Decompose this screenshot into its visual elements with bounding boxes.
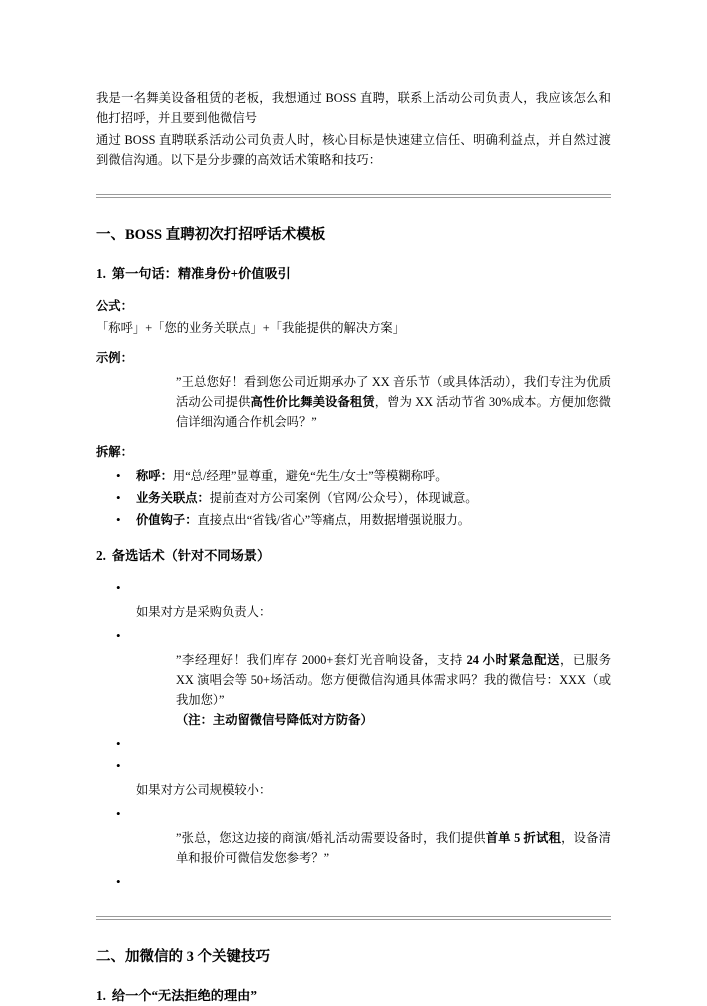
list-item-empty [96,756,611,776]
scenario-1-quote-text: ”李经理好！我们库存 2000+套灯光音响设备，支持 24 小时紧急配送，已服务 XX 演唱会等 50+场活动。您方便微信沟通具体需求吗？我的微信号：XXX（或我加您）” [176,653,611,707]
section-1-sub-1-number: 1. [96,266,106,281]
scenario-2-bullet [96,804,611,824]
section-1-sub-1-heading [96,264,611,284]
divider-bottom [96,916,611,920]
list-item-empty [96,626,611,646]
breakdown-list [96,466,611,530]
list-item-empty [96,734,611,754]
section-2-sub-1-title: 给一个“无法拒绝的理由” [111,988,257,1003]
intro-answer: 通过 BOSS 直聘联系活动公司负责人时，核心目标是快速建立信任、明确利益点，并自然过渡到微信沟通。以下是分步骤的高效话术策略和技巧： [96,133,611,167]
example-quote: ”王总您好！看到您公司近期承办了 XX 音乐节（或具体活动），我们专注为优质活动公司提供高性价比舞美设备租赁，曾为 XX 活动节省 30%成本。方便加您微信详细沟通合作机会吗？” [176,375,611,429]
intro-question: 我是一名舞美设备租赁的老板，我想通过 BOSS 直聘，联系上活动公司负责人，我应该怎么和他打招呼，并且要到他微信号 [96,91,611,125]
section-1-sub-2-number: 2. [96,548,106,563]
scenario-1-quote [96,650,611,730]
scenario-1-label: 如果对方是采购负责人： [136,605,272,619]
section-1-heading: 一、BOSS 直聘初次打招呼话术模板 [96,227,326,243]
list-item-empty [96,578,611,598]
spacer-bullets-1 [96,734,611,776]
section-1-sub-2-heading [96,546,611,566]
example-label: 示例： [96,351,133,365]
list-item-empty [96,872,611,892]
list-item: • 业务关联点：提前查对方公司案例（官网/公众号），体现诚意。 [96,488,611,508]
alt-script-list [96,578,611,598]
section-1-sub-1-title: 第一句话：精准身份+价值吸引 [111,266,291,281]
section-1-sub-2-title: 备选话术（针对不同场景） [111,548,271,563]
scenario-1-bullet [96,626,611,646]
formula-text: 「称呼」+「您的业务关联点」+「我能提供的解决方案」 [96,321,405,335]
list-item-empty [96,804,611,824]
section-2-heading: 二、加微信的 3 个关键技巧 [96,949,270,965]
scenario-2-label: 如果对方公司规模较小： [136,783,272,797]
scenario-2-quote: ”张总，您这边接的商演/婚礼活动需要设备时，我们提供首单 5 折试租，设备清单和报价可微信发您参考？” [176,831,611,865]
section-2-sub-1-heading [96,986,611,1006]
section-2-sub-1-number: 1. [96,988,106,1003]
list-item: • 价值钩子：直接点出“省钱/省心”等痛点，用数据增强说服力。 [96,510,611,530]
list-item: • 称呼：用“总/经理”显尊重，避免“先生/女士”等模糊称呼。 [96,466,611,486]
breakdown-label: 拆解： [96,445,133,459]
spacer-bullets-2 [96,872,611,892]
scenario-1-quote-note: （注：主动留微信号降低对方防备） [176,713,373,727]
divider-top [96,194,611,198]
formula-label: 公式： [96,299,133,313]
